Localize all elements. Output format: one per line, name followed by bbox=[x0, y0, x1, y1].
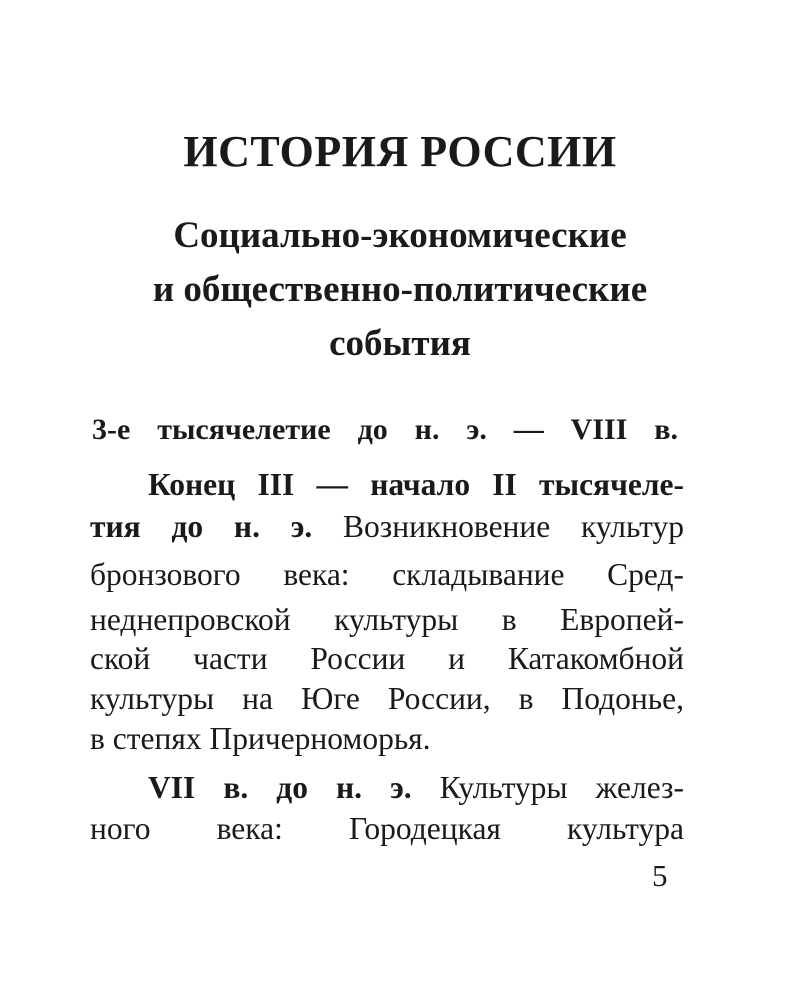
entry-2-date: VII в. до н. э. bbox=[148, 770, 412, 805]
entry-1-line-3: бронзового века: складывание Сред- bbox=[90, 557, 684, 592]
page-number: 5 bbox=[652, 858, 668, 893]
entry-2-line-1 bbox=[148, 769, 684, 807]
page-title: ИСТОРИЯ РОССИИ bbox=[183, 127, 617, 176]
subtitle-line-2: и общественно-политические bbox=[152, 269, 648, 310]
entry-1-line-7: в степях Причерноморья. bbox=[90, 721, 431, 756]
entry-1-line-5: ской части России и Катакомбной bbox=[90, 641, 684, 676]
entry-2-line-2: ного века: Городецкая культура bbox=[90, 811, 684, 846]
subtitle-line-3: события bbox=[329, 323, 471, 364]
subtitle-line-1: Социально-экономические bbox=[173, 215, 627, 256]
period-heading: 3-е тысячелетие до н. э. — VIII в. bbox=[92, 413, 678, 446]
entry-1-line-2 bbox=[90, 508, 684, 546]
entry-1-date-line-2: тия до н. э. bbox=[90, 509, 313, 544]
entry-1-date-line-1: Конец III — начало II тысячеле- bbox=[148, 467, 684, 502]
entry-2-line-1-text: Культуры желез- bbox=[439, 770, 684, 805]
entry-1-line-6: культуры на Юге России, в Подонье, bbox=[90, 681, 684, 716]
entry-1-line-2-text: Возникновение культур bbox=[343, 509, 684, 544]
entry-1-line-4: неднепровской культуры в Европей- bbox=[90, 602, 684, 637]
